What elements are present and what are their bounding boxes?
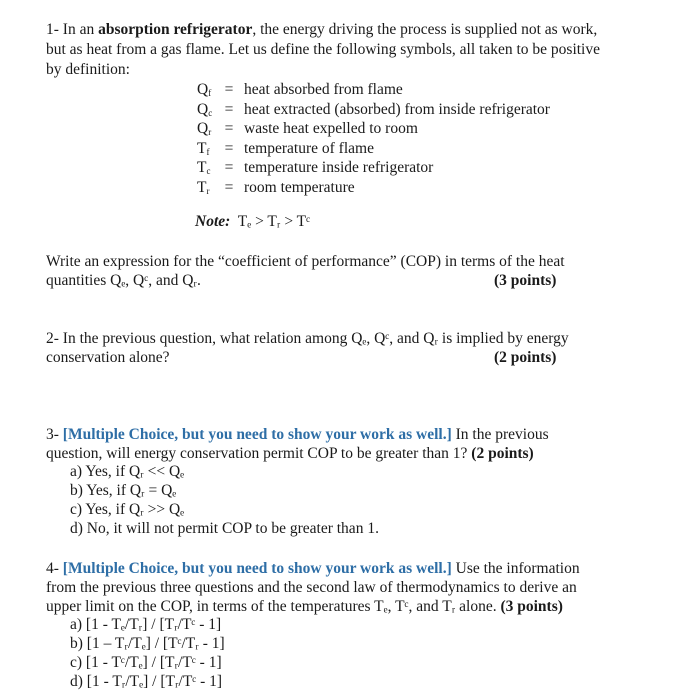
- q3-line-1: [46, 425, 549, 444]
- note-expression: Tₑ > Tᵣ > Tᶜ: [237, 213, 311, 230]
- symbol: $Q_f$: [197, 81, 212, 98]
- choice-option: d) No, it will not permit COP to be greater than 1.: [70, 520, 379, 537]
- q4-line-1: [46, 559, 580, 578]
- q1-points: (3 points): [494, 272, 557, 289]
- q3-tag: [Multiple Choice, but you need to show your work as well.]: [62, 426, 452, 443]
- symbol-definition: temperature inside refrigerator: [244, 159, 434, 176]
- q1-bold-term: absorption refrigerator: [98, 21, 253, 38]
- symbol: $Q_r$: [197, 120, 212, 137]
- q2-line-2: conservation alone?: [46, 349, 170, 366]
- choice-option: a) [1 - Tₑ/Tᵣ] / [Tᵣ/Tᶜ - 1]: [70, 616, 222, 633]
- symbol-definition: waste heat expelled to room: [244, 120, 418, 137]
- q4-text: Use the information: [451, 560, 580, 577]
- q1-line-3: by definition:: [46, 61, 130, 78]
- symbol: $T_c$: [197, 159, 211, 176]
- equals-sign: =: [224, 178, 234, 196]
- q4-line-3: [46, 597, 563, 616]
- q1-write-line-1: Write an expression for the “coefficient of performance” (COP) in terms of the heat: [46, 253, 565, 270]
- q2-line-1: 2- In the previous question, what relation among Qₑ, Qᶜ, and Qᵣ is implied by energy: [46, 330, 569, 347]
- q1-write-line-2: quantities Qₑ, Qᶜ, and Qᵣ.: [46, 272, 201, 289]
- equals-sign: =: [224, 139, 234, 157]
- choice-option: c) [1 - Tᶜ/Tₑ] / [Tᵣ/Tᶜ - 1]: [70, 654, 222, 671]
- choice-option: b) Yes, if Qᵣ = Qₑ: [70, 482, 177, 499]
- q1-text: , the energy driving the process is supplied not as work,: [252, 21, 598, 38]
- q3-text: In the previous: [451, 426, 549, 443]
- q4-tag: [Multiple Choice, but you need to show your work as well.]: [62, 560, 452, 577]
- choice-option: a) Yes, if Qᵣ << Qₑ: [70, 463, 185, 480]
- q3-line-2: [46, 444, 534, 463]
- q3-number: 3-: [46, 426, 63, 443]
- q1-text: 1- In an: [46, 21, 99, 38]
- symbol-definition: heat absorbed from flame: [244, 81, 403, 98]
- q1-line-2: but as heat from a gas flame. Let us define the following symbols, all taken to be positive: [46, 41, 600, 58]
- equals-sign: =: [224, 81, 234, 98]
- symbol: $T_r$: [197, 178, 210, 196]
- symbol-definition: heat extracted (absorbed) from inside refrigerator: [244, 100, 550, 118]
- symbol: $T_f$: [197, 139, 210, 157]
- q2-points: (2 points): [494, 349, 557, 366]
- choice-option: d) [1 - Tᵣ/Tₑ] / [Tᵣ/Tᶜ - 1]: [70, 673, 223, 690]
- symbol-definition: room temperature: [244, 178, 355, 196]
- q4-number: 4-: [46, 560, 63, 577]
- q4-line-2: from the previous three questions and the second law of thermodynamics to derive an: [46, 579, 577, 596]
- choice-option: b) [1 – Tᵣ/Tₑ] / [Tᶜ/Tᵣ - 1]: [70, 635, 225, 652]
- symbol: $Q_c$: [197, 100, 213, 118]
- q4-points: (3 points): [500, 598, 563, 615]
- symbol-definition: temperature of flame: [244, 139, 374, 157]
- equals-sign: =: [224, 120, 234, 137]
- equals-sign: =: [224, 159, 234, 176]
- note: [195, 212, 310, 231]
- choice-option: c) Yes, if Qᵣ >> Qₑ: [70, 501, 185, 518]
- note-label: Note:: [195, 213, 231, 230]
- q3-text: question, will energy conservation permit COP to be greater than 1?: [46, 445, 472, 462]
- equals-sign: =: [224, 100, 234, 118]
- q4-text: upper limit on the COP, in terms of the temperatures Tₑ, Tᶜ, and Tᵣ alone.: [46, 598, 501, 615]
- q3-points: (2 points): [471, 445, 534, 462]
- q1-line-1: [46, 20, 597, 39]
